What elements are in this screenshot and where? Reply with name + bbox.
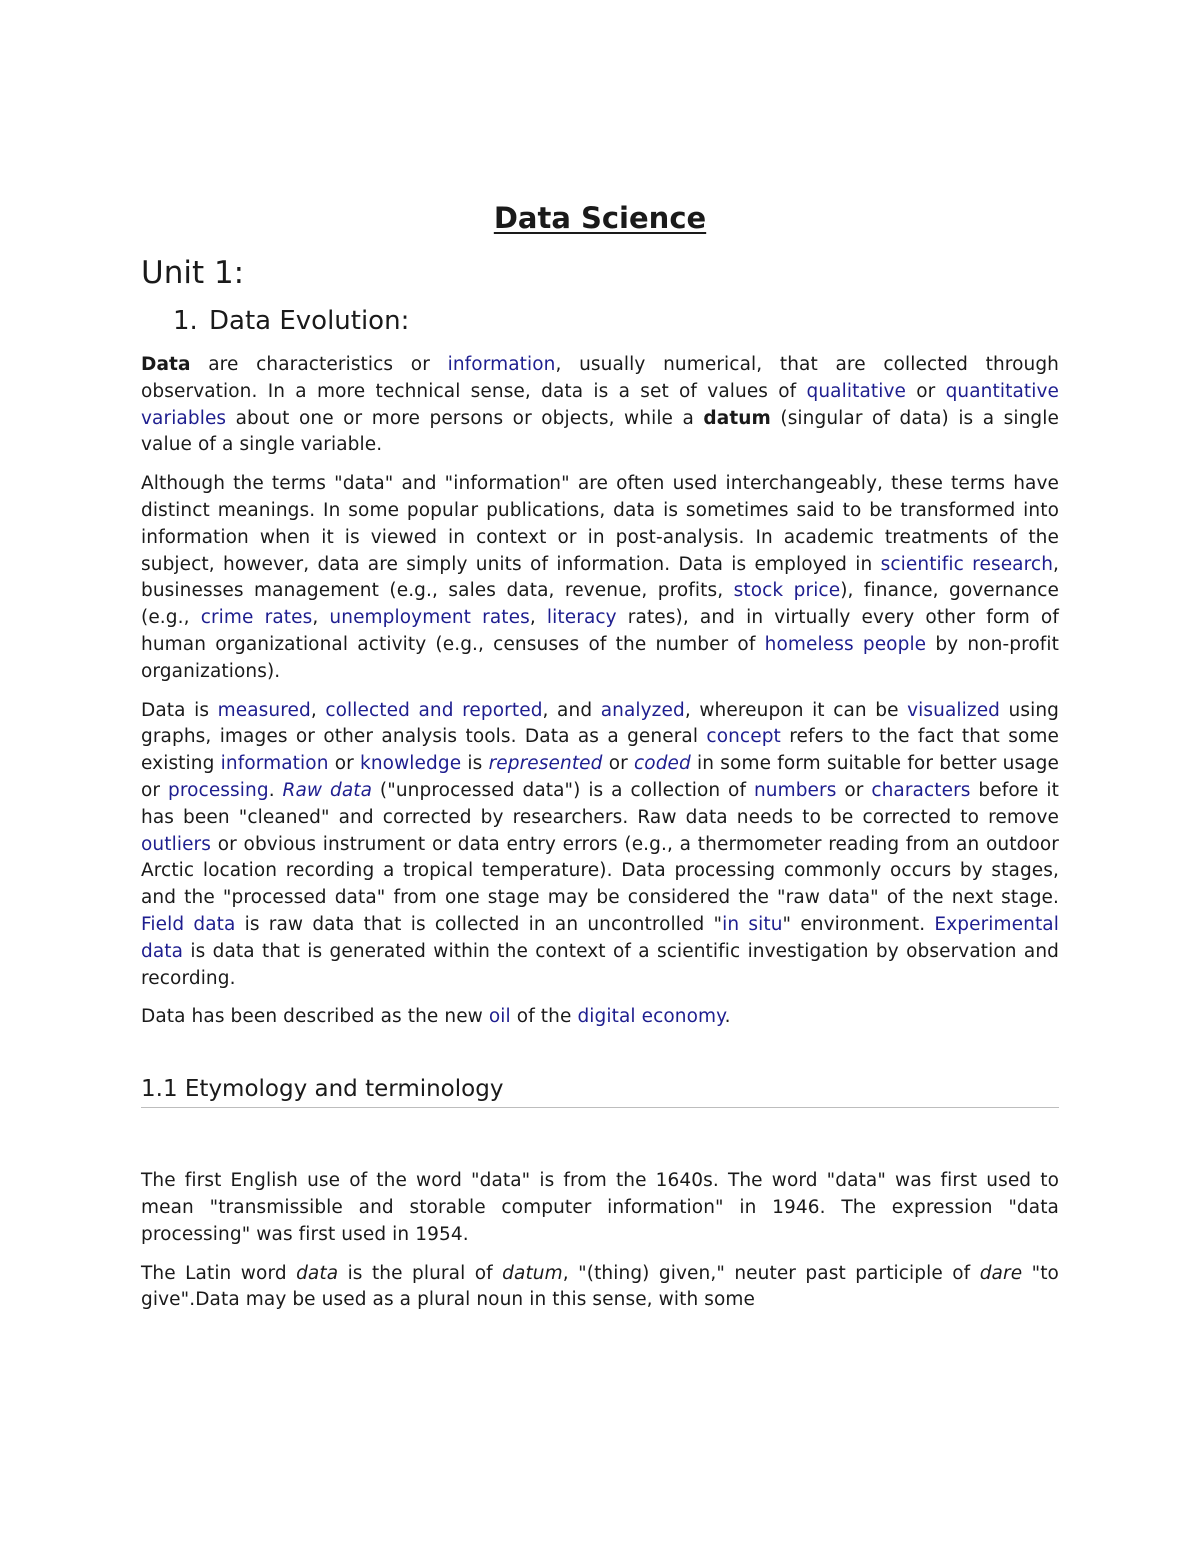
subsection-heading: 1.1 Etymology and terminology	[141, 1071, 1059, 1108]
link-unemployment-rates[interactable]: unemployment rates	[329, 607, 530, 629]
text: Data is	[141, 699, 218, 721]
text: using graphs, images or other analysis tools. Data as a general	[141, 699, 1060, 748]
link-represented[interactable]: represented	[488, 753, 603, 775]
link-characters[interactable]: characters	[871, 779, 971, 801]
text: ,	[312, 607, 330, 629]
link-knowledge[interactable]: knowledge	[360, 753, 462, 775]
link-outliers[interactable]: outliers	[141, 833, 212, 855]
link-numbers[interactable]: numbers	[753, 779, 837, 801]
text: , "(thing) given," neuter past participle of	[562, 1262, 980, 1284]
link-measured[interactable]: measured	[217, 699, 311, 721]
link-analyzed[interactable]: analyzed	[600, 699, 685, 721]
text: or	[602, 753, 635, 775]
link-literacy[interactable]: literacy	[546, 607, 617, 629]
paragraph-first-english-use: The first English use of the word "data" is from the 1640s. The word "data" was first used to mean "transmissible and storable computer information" in 1946. The expression "data processing" was first used in 1954.	[141, 1170, 1059, 1245]
italic-datum: datum	[502, 1262, 563, 1284]
text: refers to the fact that some existing	[141, 726, 1059, 775]
text: rates), and in virtually every other form of human organizational activity (e.g., censuses of the number of	[141, 607, 1059, 655]
text: .	[724, 1006, 731, 1028]
link-qualitative[interactable]: qualitative	[806, 380, 906, 402]
italic-data: data	[296, 1262, 339, 1284]
text: Although the terms "data" and "information" are often used interchangeably, these terms have distinct meanings. In some popular publications, data is sometimes said to be transformed into information when it is viewed in context or in post-analysis. In academic treatments of the subject, however, data are simply units of information. Data is employed in	[141, 473, 1059, 575]
text: or	[836, 779, 872, 801]
text: or obvious instrument or data entry errors (e.g., a thermometer reading from an outdoor Arctic location recording a tropical temperature). Data processing commonly occurs by stages, and the "processed data" from one stage may be considered the "raw data" of the next stage.	[141, 833, 1059, 909]
paragraph-latin-word	[141, 1261, 1059, 1315]
text: , businesses management (e.g., sales data, revenue, profits,	[141, 553, 1060, 602]
text: ,	[310, 699, 326, 721]
section-number: 1.	[173, 306, 198, 336]
text: in some form suitable for better usage or	[141, 753, 1059, 801]
text: Data has been described as the new	[141, 1006, 489, 1028]
paragraph-data-processing	[141, 698, 1059, 993]
text: or	[328, 753, 361, 775]
text: is the plural of	[338, 1262, 503, 1284]
section-heading	[173, 302, 1059, 340]
text: are characteristics or	[190, 354, 448, 375]
text: is	[461, 753, 489, 775]
text: about one or more persons or objects, while a	[226, 407, 704, 429]
text: before it has been "cleaned" and corrected by researchers. Raw data needs to be corrected to remove	[141, 779, 1059, 828]
text: ,	[529, 607, 547, 629]
link-coded[interactable]: coded	[634, 753, 691, 775]
paragraph-data-definition	[141, 352, 1059, 459]
text: The Latin word	[141, 1262, 297, 1284]
italic-dare: dare	[979, 1262, 1023, 1284]
document-body	[141, 198, 1059, 1326]
link-field-data[interactable]: Field data	[141, 913, 236, 935]
text: or	[906, 380, 946, 402]
link-raw-data[interactable]: Raw data	[282, 779, 373, 801]
link-homeless-people[interactable]: homeless people	[764, 633, 927, 655]
link-stock-price[interactable]: stock price	[733, 580, 841, 602]
link-oil[interactable]: oil	[488, 1006, 511, 1028]
text: is data that is generated within the context of a scientific investigation by observation and recording.	[141, 940, 1059, 989]
paragraph-data-oil	[141, 1004, 1059, 1031]
text: ), finance, governance (e.g.,	[141, 580, 1060, 629]
text: of the	[510, 1006, 578, 1028]
link-processing[interactable]: processing	[167, 779, 269, 801]
text: "to give".Data may be used as a plural noun in this sense, with some	[141, 1262, 1059, 1311]
section-title: Data Evolution:	[209, 306, 410, 336]
text: .	[268, 779, 283, 801]
text: is raw data that is collected in an uncontrolled "	[235, 913, 723, 935]
text: by non-profit organizations).	[141, 633, 1060, 682]
text: " environment.	[782, 913, 935, 935]
unit-heading: Unit 1:	[141, 255, 245, 291]
link-information-2[interactable]: information	[220, 753, 329, 775]
text: ("unprocessed data") is a collection of	[372, 779, 754, 801]
link-information[interactable]: information	[447, 354, 556, 375]
link-crime-rates[interactable]: crime rates	[200, 607, 313, 629]
link-visualized[interactable]: visualized	[907, 699, 1001, 721]
link-concept[interactable]: concept	[706, 726, 781, 748]
text: , and	[542, 699, 601, 721]
link-experimental-data[interactable]: Experimental data	[141, 913, 1059, 962]
link-scientific-research[interactable]: scientific research	[880, 553, 1054, 575]
link-in-situ[interactable]: in situ	[722, 913, 783, 935]
document-title: Data Science	[493, 201, 707, 235]
bold-term-datum: datum	[703, 407, 771, 429]
link-digital-economy[interactable]: digital economy	[577, 1006, 725, 1028]
link-quantitative-variables[interactable]: quantitative variables	[141, 380, 1059, 429]
paragraph-data-vs-information	[141, 471, 1059, 685]
text: , whereupon it can be	[684, 699, 908, 721]
link-collected-and-reported[interactable]: collected and reported	[325, 699, 543, 721]
text: (singular of data) is a single value of a single variable.	[141, 407, 1059, 456]
text: , usually numerical, that are collected through observation. In a more technical sense, data is a set of values of	[141, 354, 1059, 402]
bold-term-data: Data	[141, 354, 191, 375]
